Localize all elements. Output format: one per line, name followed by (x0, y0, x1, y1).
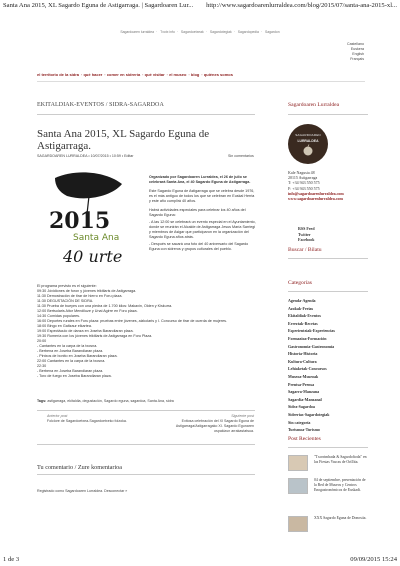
program-line: - Toro de fuego en Joseba Barandiaran plaza. (37, 374, 112, 378)
top-utility-nav: Sagardoaren lurraldea · Txotx info · Sagardoetxeak · Sagardotegiak · Sagardopedia · Sagardon (120, 30, 280, 34)
program-line: 09:30 Jóvidiones de foron y jóvenes triktilaris de Astigarraga. (37, 289, 137, 293)
mainnav-blog[interactable]: blog (190, 72, 200, 77)
program-line: 22:00 Cantantes en la carpa de la txosna. (37, 359, 106, 363)
category-link[interactable]: Turismoa-Turismo (288, 427, 320, 433)
program-list (37, 284, 256, 379)
program-line: 16:00 Deportes rurales en Foru plaza: pruebas entre jóvenes, aizkolaris y I. Concurso de tirar de cuerda de mujeres. (37, 319, 228, 323)
post-title: Santa Ana 2015, XL Sagardo Eguna de Astigarraga. (37, 128, 210, 152)
topnav-link-sagardotegiak[interactable]: Sagardotegiak (209, 30, 232, 34)
poster-year: 2015 (49, 208, 111, 234)
category-link[interactable]: Sin categoría (288, 419, 311, 425)
mainnav-museo[interactable]: el museo (169, 72, 187, 77)
comments-count-link[interactable]: Sin comentarios (228, 154, 254, 158)
program-line: 19:30 Romería con los jóvenes triktilaris de Astigarraga en Foru Plaza. (37, 334, 153, 338)
logged-in-notice[interactable]: Registrado como Sagardoaren Lurraldea. Desconectar » (37, 489, 128, 493)
address-city: 20115 Astigarraga (288, 175, 318, 181)
category-breadcrumb[interactable]: EKITALDIAK-EVENTOS / SIDRA-SAGARDOA (37, 102, 164, 108)
sidebar-divider (288, 258, 368, 259)
program-line: 12:00 Bertsolaris Aitor Mendiluze y Unai Agirre en Foru plaza. (37, 309, 138, 313)
category-link[interactable]: Kultura-Cultura (288, 358, 317, 364)
category-link[interactable]: Sidrerías-Sagardotegiak (288, 411, 330, 417)
recent-post-title[interactable]: 04 de septiembre, presentación de la Red de Museos y Centros Enogastronómicos de Euskadi. (314, 478, 366, 492)
print-date: 09/09/2015 15:24 (350, 556, 397, 563)
category-link[interactable]: Agenda-Agenda (288, 298, 316, 303)
recent-post-item[interactable] (288, 455, 368, 475)
poster-sub: 40 urte (63, 247, 123, 266)
topnav-link-lurraldea[interactable]: Sagardoaren lurraldea (120, 30, 155, 34)
logo-text-top: SAGARDOAREN (295, 133, 321, 137)
category-link[interactable]: Sagarra-Manzana (288, 389, 320, 395)
post-lead: Organizado por Sagardoaren Lurraldea, el 26 de julio se celebrará Santa Ana, el 40 Sagardo Eguna de Astigarraga. (149, 175, 251, 184)
topnav-link-sagardon[interactable]: Sagardon (264, 30, 280, 34)
post-paragraph: - A las 12:00 se celebrará un evento especial en el Ayuntamiento, donde se reunirán el Alcalde de Astigarraga Jesus María Sarriegi y miembros de Asigar que participaron en la organización del Sagardo Eguna años atrás. (149, 220, 256, 239)
category-link[interactable]: Ekitaldiak-Eventos (288, 313, 321, 319)
mainnav-que-hacer[interactable]: qué hacer (83, 72, 103, 77)
language-switcher (347, 42, 364, 62)
category-link[interactable]: Sagardia-Manzanal (288, 396, 322, 402)
post-tags (37, 399, 174, 403)
program-line: 11:30 Prueba de bueyes con una piedra de 1.700 kilos: Makaxin, Olden y Kiskurra. (37, 304, 173, 308)
category-link[interactable]: Erreztak-Recetas (288, 320, 318, 326)
program-line: 18:00 Bingo en Galtzaur elkartea. (37, 324, 92, 328)
poster-main: Santa Ana (73, 233, 120, 243)
section-divider (37, 114, 255, 115)
rss-feed-link[interactable]: RSS Feed (298, 226, 315, 231)
category-link[interactable]: Gastronomia-Gastronomía (288, 343, 335, 349)
recent-post-item[interactable] (288, 516, 368, 536)
recent-post-thumbnail[interactable] (288, 455, 308, 471)
previous-post-link[interactable] (47, 414, 137, 424)
recent-post-title[interactable]: XXX Sagardo Eguna de Donostia. (314, 516, 367, 520)
comment-divider (37, 474, 255, 475)
sidebar-divider (288, 291, 368, 292)
program-line: - Cantantes en la carpa de la txosna. (37, 344, 98, 348)
sidebar-divider (288, 114, 368, 115)
next-title[interactable]: Exitosa celebración del XI Sagardo Eguna de Astigarraga/Astigarragako XI. Sagardo Egunaren ospakizun arrakastatsua. (175, 419, 254, 433)
sidebar-heading-lurraldea: Sagardoaren Lurraldea (288, 102, 340, 108)
lang-castellano[interactable]: Castellano (347, 42, 364, 46)
program-line: 19:00 Espectáculo de danza en Joseba Barandiaran plaza. (37, 329, 134, 333)
logo-text-mid: LURRALDEA (297, 139, 319, 143)
recent-post-thumbnail[interactable] (288, 516, 308, 532)
address-website-link[interactable]: www.sagardoarenlurraldea.com (288, 196, 343, 202)
main-nav: el territorio de la sidra · qué hacer · comer en sidrería · qué visitar · el museo · blog · quiénes somos (37, 72, 233, 77)
topnav-link-sagardoetxeak[interactable]: Sagardoetxeak (180, 30, 204, 34)
category-link[interactable]: Formazioa-Formación (288, 335, 327, 341)
program-line: 11:30 Demostración de tirar de hierro en Foru plaza. (37, 294, 123, 298)
address-email-link[interactable]: info@sagardoarenlurraldea.com (288, 190, 344, 196)
recent-post-title[interactable]: "Txorrimbada & Sagardoftoda" en las Fiestas Vascas de Orillita. (314, 455, 367, 464)
contact-address (288, 170, 344, 201)
sidebar-heading-recent: Post Recientes (288, 436, 321, 442)
apple-icon (300, 144, 316, 156)
postnav-divider (37, 444, 255, 445)
print-page-title: Santa Ana 2015, XL Sagardo Eguna de Astigarraga. | Sagardoaren Lur... (3, 2, 194, 9)
category-link[interactable]: Esperientziak-Experiencias (288, 328, 335, 334)
prev-caption: Anterior post (47, 414, 68, 418)
topnav-link-sagardopedia[interactable]: Sagardopedia (237, 30, 259, 34)
program-line: 14:30 Comidas populares. (37, 314, 81, 318)
print-footer (0, 554, 400, 566)
mainnav-visitar[interactable]: qué visitar (144, 72, 165, 77)
prev-title[interactable]: Folclore de Sagardoetxea-Sagardoetxeko folzoka. (47, 419, 127, 423)
mainnav-quienes[interactable]: quiénes somos (203, 72, 233, 77)
post-paragraph: - Después se sacará una foto del 40 aniversario del Sagardo Eguna con sidreros y grupos culturales del pueblo. (149, 242, 249, 251)
lang-euskera[interactable]: Euskera (350, 47, 364, 51)
category-link[interactable]: Sidra-Sagardoa (288, 404, 315, 410)
lang-francais[interactable]: Français (350, 57, 364, 61)
next-post-link[interactable] (164, 414, 254, 434)
address-fax: F: +34 943 550 575 (288, 185, 320, 191)
category-link[interactable]: Prentsa-Prensa (288, 381, 315, 387)
next-caption: Siguiente post (231, 414, 254, 418)
post-meta: SAGARDOAREN LURRALDEA • 10/07/2015 • 10:59 • Editar (37, 154, 134, 158)
facebook-link[interactable]: Facebook (298, 237, 315, 242)
program-line: - Pintxos de bonito en Joseba Barandiaran plaza. (37, 354, 118, 358)
sagardoaren-lurraldea-logo (288, 124, 328, 164)
sidebar-heading-categories: Categorías (288, 280, 312, 286)
print-header (0, 0, 400, 14)
tags-list[interactable]: astigarraga, ekitaldia, degustación, Sagardo eguna, sagardoa, Santa Ana, sidra (47, 399, 174, 403)
topnav-link-txotx[interactable]: Txotx info (160, 30, 175, 34)
category-list (288, 297, 335, 434)
program-line: 22:30 (37, 364, 47, 368)
address-street: Kale Nagusia 48 (288, 170, 315, 175)
print-page-url: http://www.sagardoarenlurraldea.com/blog/2015/07/santa-ana-2015-xl... (206, 2, 397, 9)
tags-label: Tags: (37, 399, 47, 403)
postnav-divider (37, 410, 255, 411)
comment-section-title: Tu comentario / Zure komentarioa (37, 464, 122, 471)
post-intro (149, 175, 256, 252)
program-line: - Berbena en Joseba Barandiaran plaza. (37, 349, 104, 353)
sidebar-heading-search: Buscar / Bilatu (288, 247, 322, 253)
santa-ana-poster-image (37, 166, 142, 268)
program-line: El programa previsto es el siguiente: (37, 284, 97, 288)
program-line: 11:30 DEGUSTACIÓN DE SIDRA. (37, 299, 94, 303)
post-paragraph: Habrá actividades especiales para celebrar los 40 años del Sagardo Eguna: (149, 208, 246, 217)
recent-post-item[interactable] (288, 478, 368, 498)
lang-english[interactable]: English (352, 52, 364, 56)
category-link[interactable]: Azokak-Ferias (288, 305, 314, 311)
sidebar-divider (288, 447, 368, 448)
mainnav-territorio[interactable]: el territorio de la sidra (37, 72, 80, 77)
mainnav-comer[interactable]: comer en sidrería (106, 72, 141, 77)
category-link[interactable]: Lehiaketak-Concursos (288, 366, 327, 372)
category-link[interactable]: Historia-Historia (288, 351, 318, 357)
social-links (298, 226, 315, 243)
address-phone: T: +34 943 550 575 (288, 180, 320, 186)
program-line: - Berbena en Joseba Barandiaran plaza. (37, 369, 104, 373)
program-line: 20:00 (37, 339, 47, 343)
twitter-link[interactable]: Twitter (298, 231, 311, 237)
recent-post-thumbnail[interactable] (288, 478, 308, 494)
nav-divider (37, 81, 365, 82)
post-paragraph: Este Sagardo Eguna de Astigarraga que se celebra desde 1976, es el más antiguo de todos los que se celebran en Euskal Herria y este año cumplirá 40 años. (149, 189, 255, 203)
category-link[interactable]: Museoa-Museoak (288, 373, 319, 379)
print-page-number: 1 de 3 (3, 556, 20, 563)
